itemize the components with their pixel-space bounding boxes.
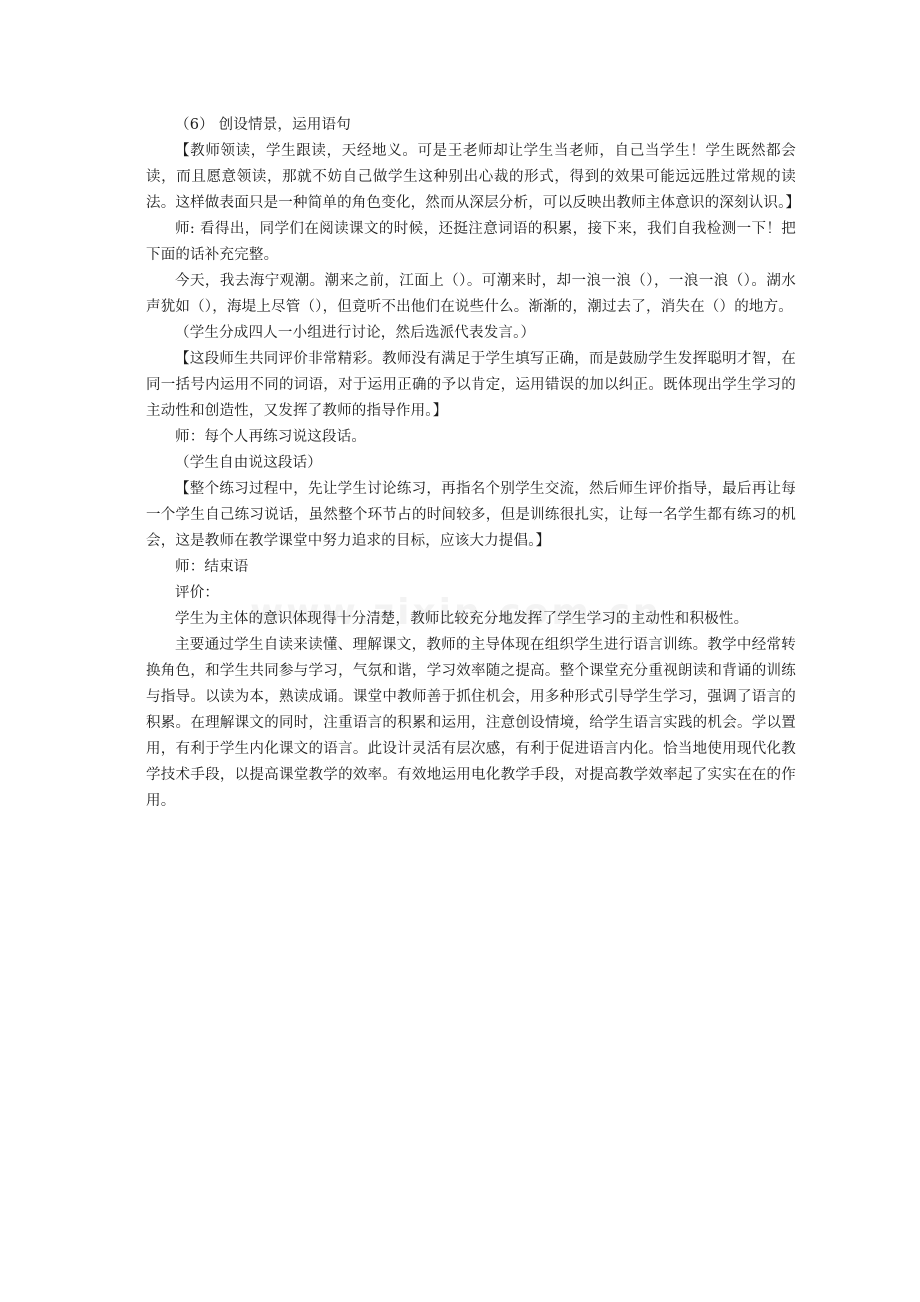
document-body — [146, 112, 801, 814]
student-activity-note: （学生分成四人一小组进行讨论，然后选派代表发言。） — [175, 325, 536, 341]
evaluation-paragraph: 学生为主体的意识体现得十分清楚，教师比较充分地发挥了学生学习的主动性和积极性。 — [175, 611, 749, 627]
student-activity-note: （学生自由说这段话） — [175, 455, 322, 471]
commentary-paragraph: 【教师领读，学生跟读，天经地义。可是王老师却让学生当老师，自己当学生！学生既然都会读，而且愿意领读，那就不妨自己做学生这种别出心裁的形式，得到的效果可能远远胜过常规的读法。这样做表面只是一种简单的角色变化，然而从深层分析，可以反映出教师主体意识的深刻认识。】 — [146, 143, 801, 211]
teacher-line: 师: 看得出，同学们在阅读课文的时候，还挺注意词语的积累，接下来，我们自我检测一下！把下面的话补充完整。 — [146, 221, 796, 263]
commentary-paragraph: 【这段师生共同评价非常精彩。教师没有满足于学生填写正确，而是鼓励学生发挥聪明才智，在同一括号内运用不同的词语，对于运用正确的予以肯定，运用错误的加以纠正。既体现出学生学习的主动性和创造性，又发挥了教师的指导作用。】 — [146, 351, 796, 419]
exercise-paragraph: 今天，我去海宁观潮。潮来之前，江面上（）。可潮来时，却一浪一浪（），一浪一浪（）。湖水声犹如（），海堤上尽管（），但竟听不出他们在说些什么。渐渐的，潮过去了，消失在（）的地方。 — [146, 273, 796, 315]
teacher-line: 师：每个人再练习说这段话。 — [175, 429, 367, 445]
evaluation-heading: 评价： — [175, 585, 220, 601]
evaluation-paragraph: 主要通过学生自读来读懂、理解课文，教师的主导体现在组织学生进行语言训练。教学中经常转换角色，和学生共同参与学习，气氛和谐，学习效率随之提高。整个课堂充分重视朗读和背诵的训练与指导。以读为本，熟读成诵。课堂中教师善于抓住机会，用多种形式引导学生学习，强调了语言的积累。在理解课文的同时，注重语言的积累和运用，注意创设情境，给学生语言实践的机会。学以置用，有利于学生内化课文的语言。此设计灵活有层次感，有利于促进语言内化。恰当地使用现代化教学技术手段，以提高课堂教学的效率。有效地运用电化教学手段，对提高教学效率起了实实在在的作用。 — [146, 637, 796, 809]
commentary-paragraph: 【整个练习过程中，先让学生讨论练习，再指名个别学生交流，然后师生评价指导，最后再让每一个学生自己练习说话，虽然整个环节占的时间较多，但是训练很扎实，让每一名学生都有练习的机会，这是教师在教学课堂中努力追求的目标，应该大力提倡。】 — [146, 481, 796, 549]
section-heading: （6） 创设情景，运用语句 — [175, 117, 351, 133]
teacher-line: 师：结束语 — [175, 559, 249, 575]
